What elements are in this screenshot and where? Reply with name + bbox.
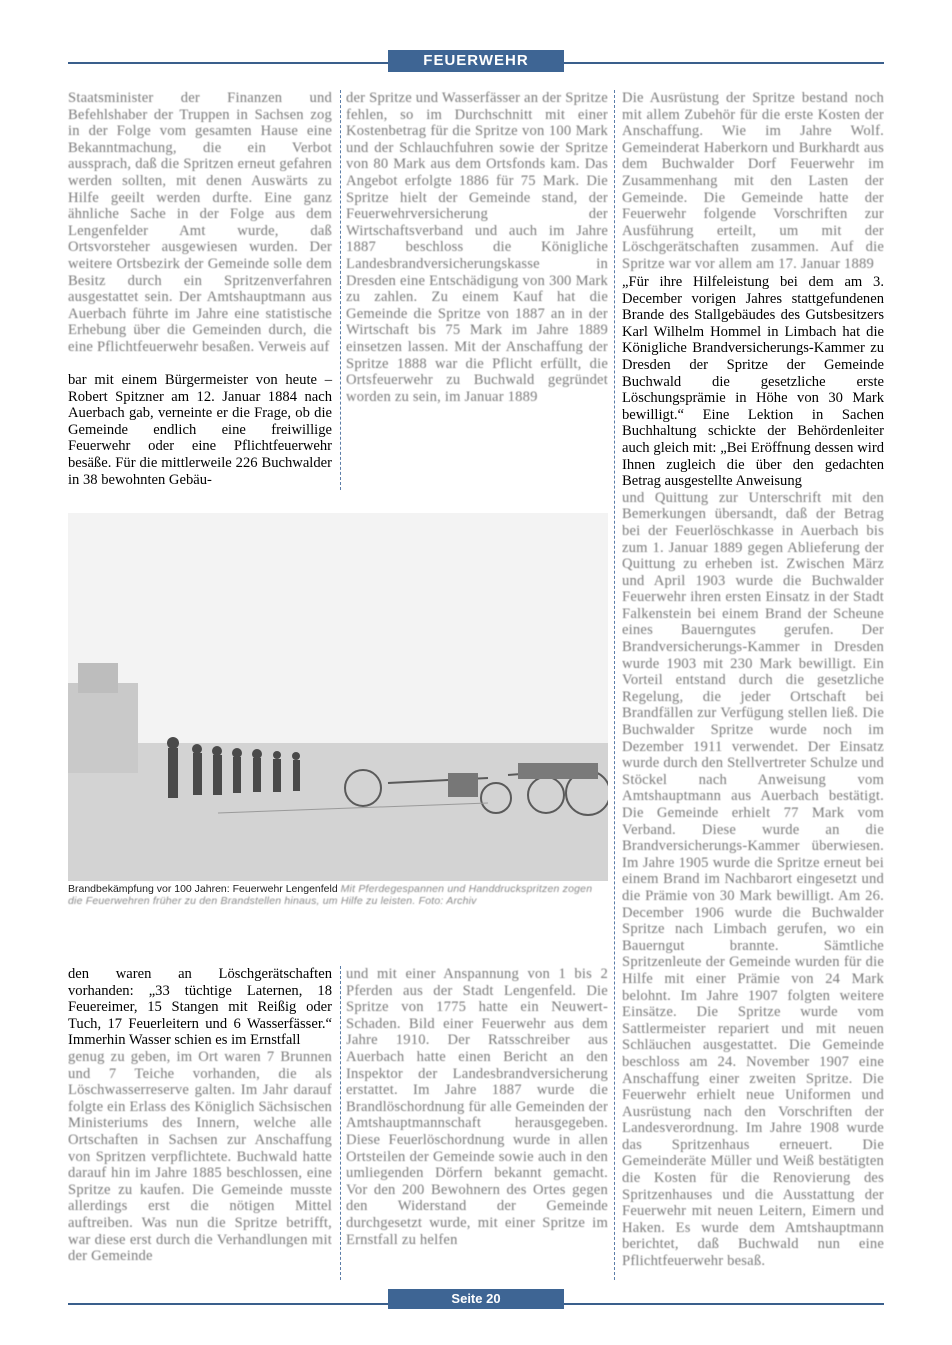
photo-scene — [68, 513, 608, 881]
paragraph-faded: genug zu geben, im Ort waren 7 Brunnen und 7 Teiche vorhanden, die als Löschwasserreserve galten. Im Jahr darauf folgte ein Erlass des Königlich Sächsischen Ministeriums des Innern, welche alle Ortschaften in Sachsen zur Anschaffung von Spritzen verpflichtete. Buchwald hatte darauf hin im Jahre 1885 beschlossen, eine Spritze zu kaufen. Die Gemeinde musste allerdings erst die nötigen Mittel auftreiben. Was nun die Spritze betrifft, war diese erst durch die Verhandlungen mit der Gemeinde — [68, 1048, 332, 1265]
column-3 — [622, 90, 884, 1280]
caption-bold: Brandbekämpfung vor 100 Jahren: Feuerwehr Lengenfeld — [68, 883, 338, 895]
paragraph-faded: und mit einer Anspannung von 1 bis 2 Pferden aus der Stadt Lengenfeld. Die Spritze von 1775 hatte ein Neuwert-Schaden. Bild einer Feuerwehr aus dem Jahre 1910. Der Ratsschreiber aus Auerbach hatte einen Bericht an den Inspektor der Landesbrandversicherung erstattet. Im Jahre 1887 wurde die Brandlöschordnung für alle Gemeinden der Amtshauptmannschaft herausgegeben. Diese Feuerlöschordnung wurde in allen Ortsteilen der Gemeinde sowie auch in den umliegenden Dörfern bekannt gemacht. Vor den 200 Bewohnern des Ortes gegen den Widerstand der Gemeinde durchgesetzt wurde, mit einer Spritze im Ernstfall zu helfen — [346, 966, 608, 1248]
column-1-top — [68, 90, 332, 488]
section-title: FEUERWEHR — [388, 50, 564, 72]
paragraph-bold: den waren an Löschgerätschaften vorhanden: „33 tüchtige Laternen, 18 Feuereimer, 15 Stangen mit Reißig oder Tuch, 17 Feuerleitern und 6 Wasserfässer.“ Immerhin Wasser schien es im Ernstfall — [68, 966, 332, 1049]
paragraph-bold: „Für ihre Hilfeleistung bei dem am 3. December vorigen Jahres stattgefundenen Brande des Stallgebäudes des Gutsbesitzers Karl Wilhelm Hommel in Limbach hat die Königliche Brandversicherungs-Kammer zu Dresden der Spritze der Gemeinde Buchwald die gesetzliche erste Löschungsprämie in Höhe von 30 Mark bewilligt.“ Eine Lektion in Sachen Buchhaltung schickte der Behördenleiter auch gleich mit: „Bei Eröffnung dessen wird Ihnen zugleich die über den gedachten Betrag ausgestellte Anweisung — [622, 274, 884, 490]
paragraph-faded-bottom: und Quittung zur Unterschrift mit den Bemerkungen übersandt, daß der Betrag bei der Feuerlöschkasse in Auerbach bis zum 1. Januar 1889 gegen Ablieferung der Quittung zu erheben ist. Zwischen März und April 1903 wurde die Buchwalder Feuerwehr ihren ersten Einsatz in der Stadt Falkenstein bei einem Brand der Scheune eines Bauerngutes gerufen. Der Brandversicherungs-Kammer in Dresden wurde 1903 mit 230 Mark bewilligt. Ein Vorteil entstand durch die gesetzliche Regelung, die jeder Ortschaft bei Brandfällen zur Verfügung stellen ließ. Die Buchwalder Spritze wurde noch im Dezember 1911 verwendet. Der Einsatz wurde durch den Stellvertreter Schulze und Stöckel nach Anweisung vom Amtshauptmann aus Auerbach bestätigt. Die Gemeinde erhielt 77 Mark vom Verband. Diese wurde an die Brandversicherungs-Kammer überwiesen. Im Jahre 1905 wurde die Spritze erneut bei einem Brand im Nachbarort eingesetzt und die Prämie von 30 Mark bewilligt. Am 26. December 1906 wurde die Buchwalder Spritze nach Limbach gerufen, wo ein Bauerngut brannte. Sämtliche Spritzenleute der Gemeinde wurden für die Hilfe mit einer Prämie von 24 Mark belohnt. Im Jahre 1907 folgten weitere Einsätze. Die Spritze wurde vom Sattlermeister repariert und mit neuen Schläuchen ausgestattet. Die Gemeinde beschloss am 24. November 1907 eine Anschaffung einer zweiten Spritze. Die Feuerwehr erhielt neue Uniformen und Ausrüstung nach den Vorschriften der Landesverordnung. Im Jahre 1908 wurde das Spritzenhaus erneuert. Die Gemeinderäte Müller und Weiß bestätigten die Kosten für die Renovierung des Spritzenhauses und die Ausstattung der Feuerwehr mit neuen Leitern, Eimern und Haken. Es wurde dem Amtshauptmann berichtet, daß Buchwald nun eine Pflichtfeuerwehr besaß. — [622, 489, 884, 1270]
column-2-top — [346, 90, 608, 488]
paragraph-faded-top: Die Ausrüstung der Spritze bestand noch mit allem Zubehör für die erste Kosten der Anschaffung. Wie im Jahre Wolf. Gemeinderat Haberkorn und Burkhardt aus dem Buchwalder Dorf Feuerwehr im Zusammenhang mit den Lasten der Gemeinde. Die Gemeinde hatte der Feuerwehr folgende Vorschriften zur Ausführung erteilt, um mit der Löschgerätschaften zusammen. Auf die Spritze war vor allem am 17. Januar 1889 — [622, 90, 884, 272]
column-1-bottom — [68, 966, 332, 1280]
paragraph-faded: der Spritze und Wasserfässer an der Spritze fehlen, so im Durchschnitt mit einer Kostenbetrag für die Spritze von 100 Mark und der Schlauchfuhren sowie der Spritze von 80 Mark aus dem Ortsfonds kam. Das Angebot erfolgte 1886 für 75 Mark. Die Spritze hielt der Gemeinde stand, der Feuerwehrversicherung der Wirtschaftsverband und auch im Jahre 1887 beschloss die Königliche Landesbrandversicherungskasse in Dresden eine Entschädigung von 300 Mark zu zahlen. Zu einem Kauf hat die Gemeinde die Spritze von 1887 an in der Wirtschaft bis 75 Mark im Jahre 1889 einsetzen lassen. Mit der Anschaffung der Spritze 1888 war die Pflicht erfüllt, die Ortsfeuerwehr zu Buchwald gegründet worden zu sein, im Januar 1889 — [346, 90, 608, 405]
paragraph-faded: Staatsminister der Finanzen und Befehlshaber der Truppen in Sachsen zog in der Folge vom gesamten Hause eine Bekanntmachung, die ein Verbot aussprach, daß die Spritzen erneut gefahren werden sollten, mit denen Auswärts zu Hilfe geeilt werden durfte. Eine ganz ähnliche Sache in der Folge aus dem Lengenfelder Amt wurde, daß Ortsvorsteher ausgewiesen wurden. Der weitere Ortsbezirk der Gemeinde solle dem Besitz durch ein Spritzenverfahren ausgestattet sein. Der Amtshauptmann aus Auerbach führte im Jahre eine statistische Erhebung über die Gemeinden durch, die eine Pflichtfeuerwehr besaßen. Verweis auf — [68, 90, 332, 355]
page-number: Seite 20 — [388, 1289, 564, 1309]
column-divider-1-bottom — [340, 966, 341, 1280]
column-divider-1 — [340, 90, 341, 490]
caption-faded: Mit Pferdegespannen und Handdruckspritzen zogen die Feuerwehren früher zu den Brandstellen hinaus, um Hilfe zu leisten. Foto: Archiv — [68, 883, 593, 907]
paragraph-bold: bar mit einem Bürgermeister von heute – Robert Spitzner am 12. Januar 1884 nach Auerbach gab, verneinte er die Frage, ob die Gemeinde endlich eine freiwillige Feuerwehr oder eine Pflichtfeuerwehr besäße. Für die mittlerweile 226 Buchwalder in 38 bewohnten Gebäu- — [68, 372, 332, 488]
column-2-bottom — [346, 966, 608, 1280]
historic-photo — [68, 513, 608, 881]
photo-caption — [68, 883, 608, 907]
column-divider-2 — [614, 90, 615, 1280]
